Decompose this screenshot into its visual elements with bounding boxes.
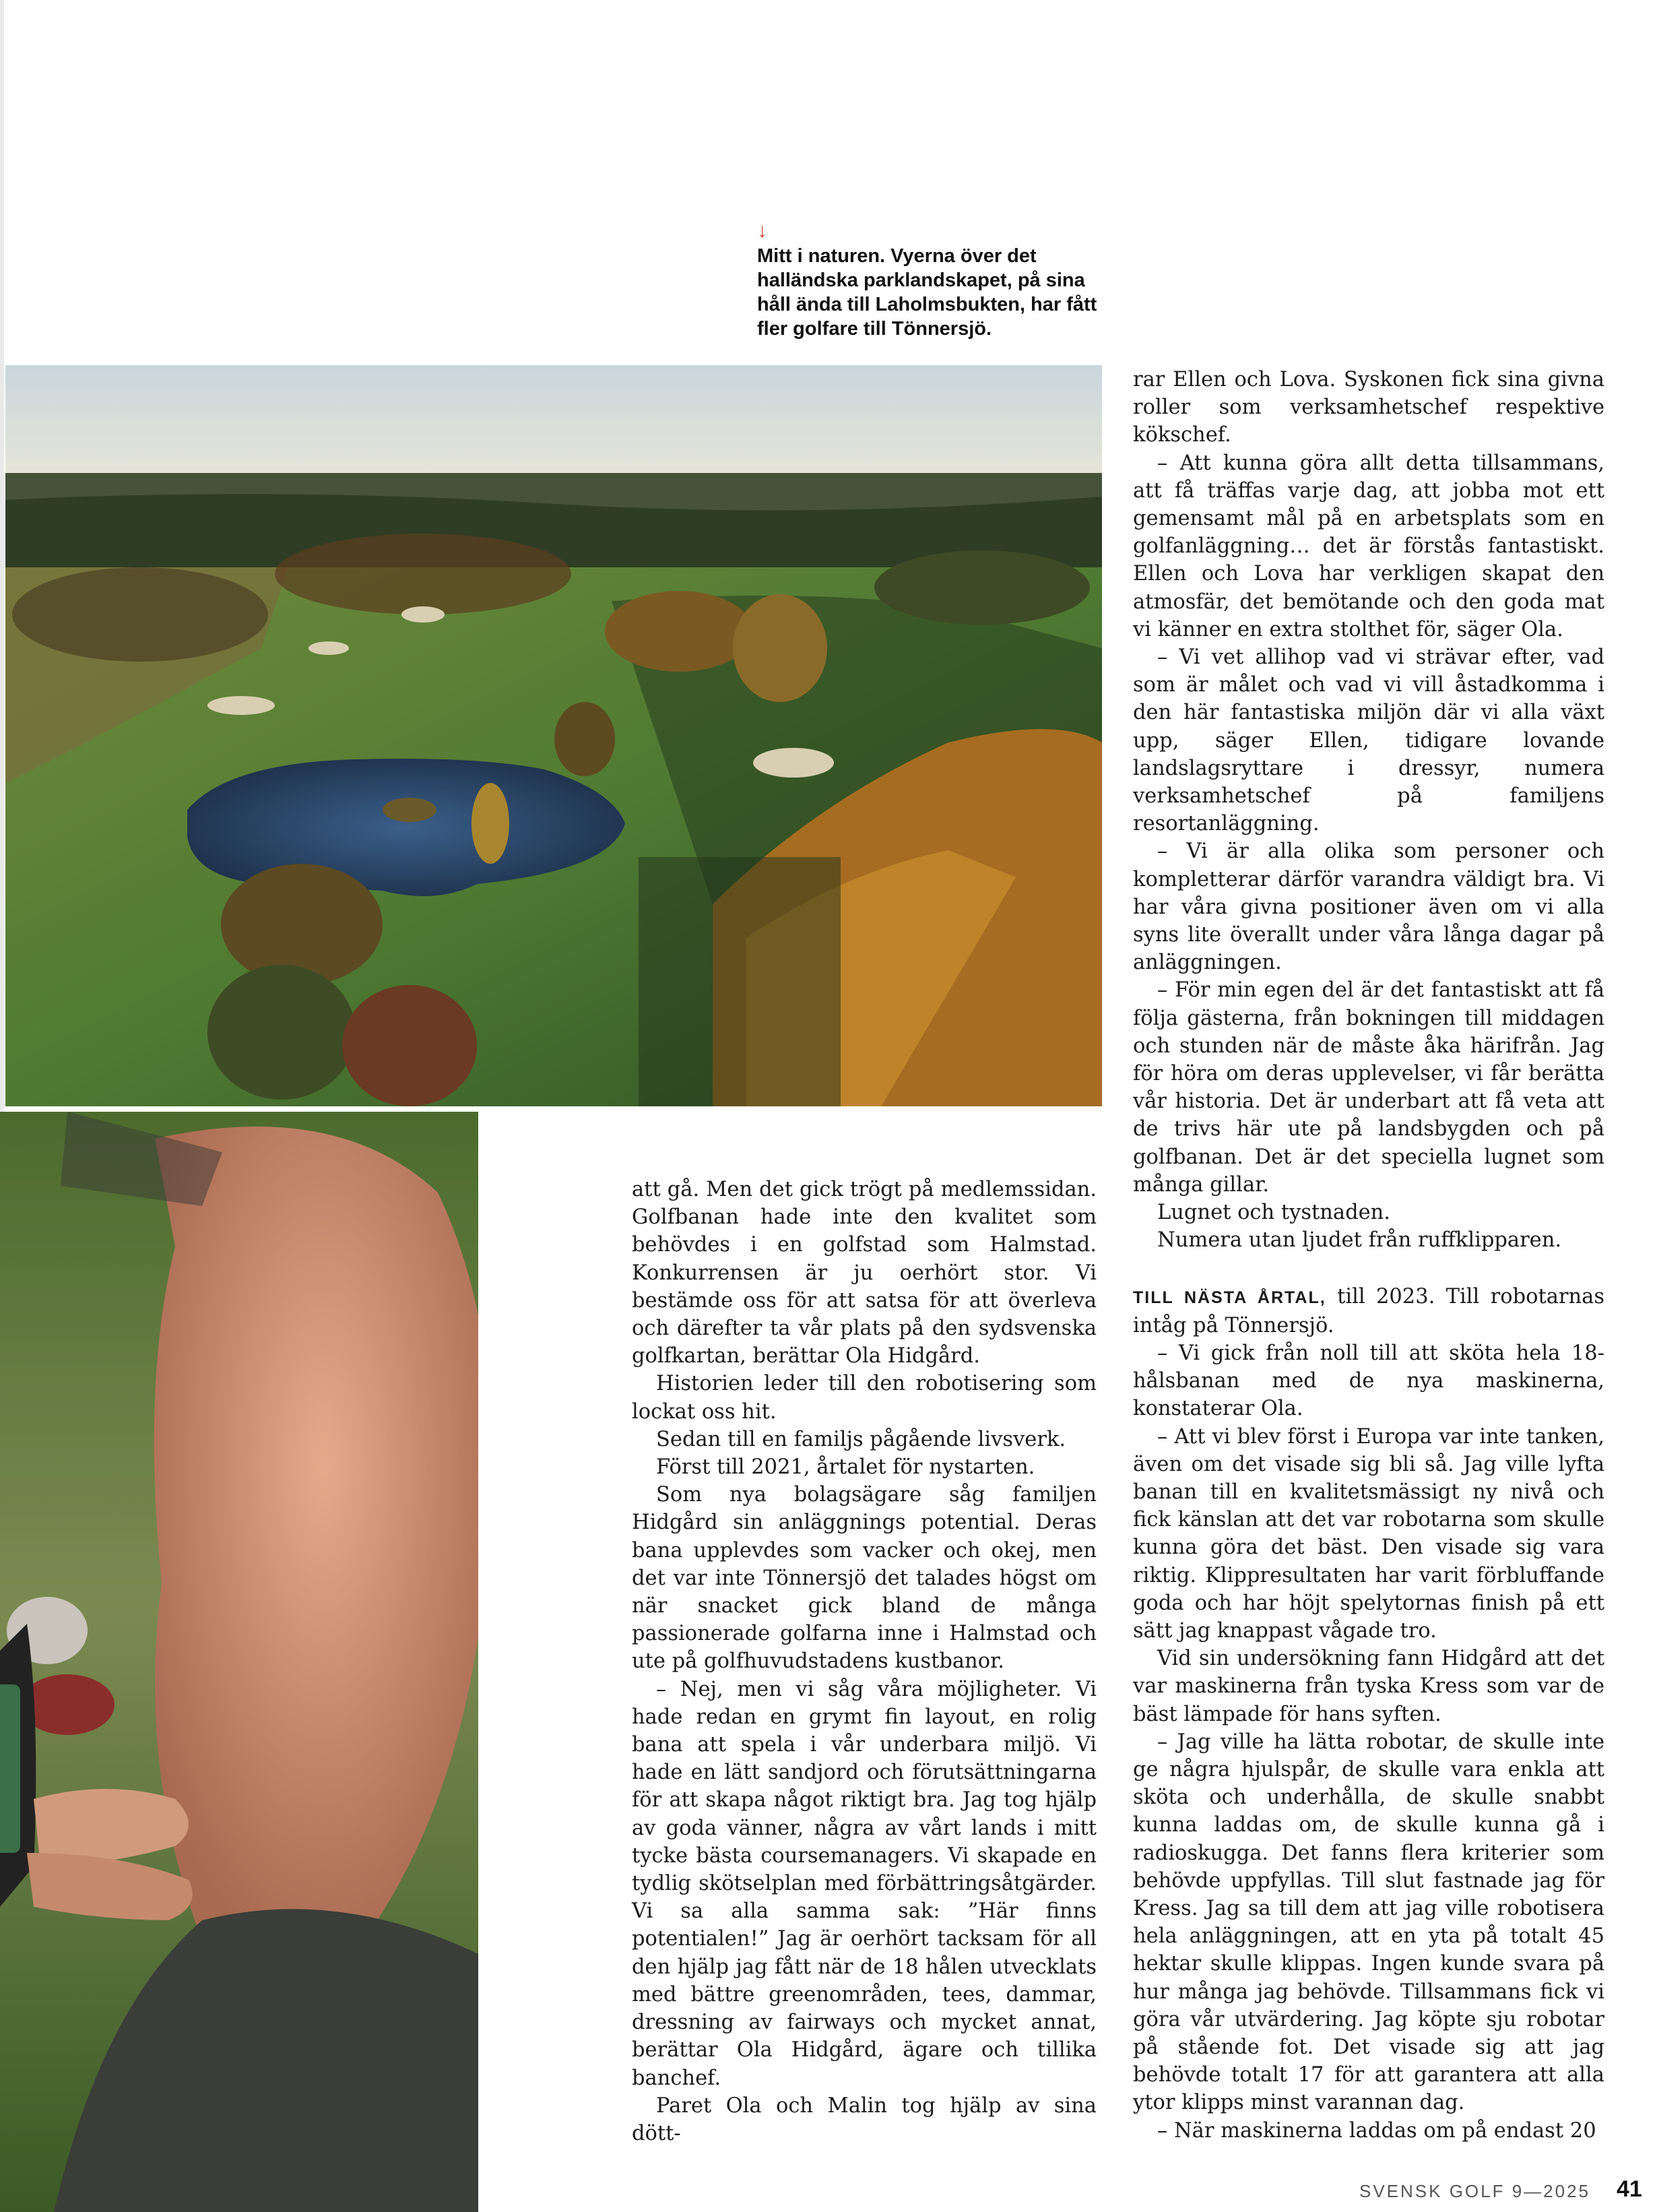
paragraph: Historien leder till den robotisering som lockat oss hit. xyxy=(632,1372,1097,1424)
paragraph: – Att kunna göra allt detta tillsammans, att få träffas varje dag, att jobba mot ett gemensamt mål på en arbetsplats som en golfanläggning… det är förstås fantastiskt. Ellen och Lova har verkligen skapat den atmosfär, det bemötande och den goda mat vi känner en extra stolthet för, säger Ola. xyxy=(1133,451,1604,641)
article-column-1 xyxy=(632,1176,1097,2147)
person-phone-photo xyxy=(0,1112,478,2212)
section-lead-paragraph xyxy=(1133,1283,1604,1339)
article-column-2 xyxy=(1133,366,1604,2145)
paragraph: att gå. Men det gick trögt på medlemssidan. Golfbanan hade inte den kvalitet som behövdes i en golfstad som Halmstad. Konkurrensen är ju oerhört stor. Vi bestämde oss för att satsa för att överleva och därefter ta vår plats på den sydsvenska golfkartan, berättar Ola Hidgård. xyxy=(632,1178,1097,1368)
arrow-down-icon: ↓ xyxy=(757,220,767,242)
paragraph: Lugnet och tystnaden. xyxy=(1157,1201,1390,1225)
paragraph: – Att vi blev först i Europa var inte tanken, även om det visade sig bli så. Jag ville lyfta banan till en kvalitetsmässigt ny nivå och fick känslan att det var robotarna som skulle kunna göra det bäst. Den visade sig vara riktig. Klippresultaten har varit förbluffande goda och har höjt spelytornas finish på ett sätt jag knappast vågade tro. xyxy=(1133,1424,1604,1643)
paragraph: rar Ellen och Lova. Syskonen fick sina givna roller som verksamhetschef respektive kökschef. xyxy=(1133,368,1604,447)
paragraph: – Jag ville ha lätta robotar, de skulle inte ge några hjulspår, de skulle vara enkla att sköta och underhålla, de skulle snabbt kunna laddas om, de skulle kunna gå i radioskugga. Det fanns flera kriterier som behövde uppfyllas. Till slut fastnade jag för Kress. Jag sa till dem att jag ville robotisera hela anläggningen, att en yta på totalt 45 hektar skulle klippas. Ingen kunde svara på hur många jag behövde. Tillsammans fick vi göra vår utvärdering. Jag köpte sju robotar på stående fot. Det visade sig att jag behövde totalt 17 för att garantera att alla ytor klipps minst varannan dag. xyxy=(1133,1730,1604,2115)
paragraph: – Vi vet allihop vad vi strävar efter, vad som är målet och vad vi vill åstadkomma i den här fantastiska miljön där vi alla växt upp, säger Ellen, tidigare lovande landslagsryttare i dressyr, numera verksamhetschef på familjens resortanläggning. xyxy=(1133,645,1604,836)
paragraph: Som nya bolagsägare såg familjen Hidgård sin anläggnings potential. Deras bana upplevdes som vacker och okej, men det var inte Tönnersjö det talades högst om när snacket gick bland de många passionerade golfarna inne i Halmstad och ute på golfhuvudstadens kustbanor. xyxy=(632,1483,1097,1674)
paragraph: Paret Ola och Malin tog hjälp av sina dött- xyxy=(632,2093,1097,2145)
photo-caption xyxy=(757,222,1107,341)
paragraph: – För min egen del är det fantastiskt att få följa gästerna, från bokningen till middagen och stunden när de måste åka härifrån. Jag för höra om deras upplevelser, vi får berätta vår historia. Det är underbart att få veta att de trivs här ute på landsbygden och på golfbanan. Det är det speciella lugnet som många gillar. xyxy=(1133,978,1604,1197)
paragraph: – Nej, men vi såg våra möjligheter. Vi hade redan en grymt fin layout, en rolig bana att spela i vår underbara miljö. Vi hade en lätt sandjord och förutsättningarna för att skapa något riktigt bra. Jag tog hjälp av goda vänner, några av vårt lands i mitt tycke bästa coursemanagers. Vi skapade en tydlig skötselplan med förbättringsåtgärder. Vi sa alla samma sak: ”Här finns potentialen!” Jag är oerhört tacksam för all den hjälp jag fått när de 18 hålen utvecklats med bättre greenområden, tees, dammar, dressning av fairways och mycket annat, berättar Ola Hidgård, ägare och tillika banchef. xyxy=(632,1677,1097,2090)
paragraph: Sedan till en familjs pågående livsverk. xyxy=(656,1427,1066,1451)
paragraph: Vid sin undersökning fann Hidgård att det var maskinerna från tyska Kress som var de bäst lämpade för hans syften. xyxy=(1133,1647,1604,1726)
magazine-footer: SVENSK GOLF 9—2025 xyxy=(1359,2181,1591,2201)
paragraph: Numera utan ljudet från ruffklipparen. xyxy=(1157,1228,1562,1253)
paragraph: – När maskinerna laddas om på endast 20 xyxy=(1157,2118,1596,2143)
paragraph: Först till 2021, årtalet för nystarten. xyxy=(656,1455,1035,1480)
paragraph: – Vi är alla olika som personer och kompletterar därför varandra väldigt bra. Vi har våra givna positioner även om vi alla syns lite överallt under våra långa dagar på anläggningen. xyxy=(1133,840,1604,975)
caption-text: Mitt i naturen. Vyerna över det halländska parklandskapet, på sina håll ända till Laholmsbukten, har fått fler golfare till Tönnersjö. xyxy=(757,245,1097,340)
section-lead-rest: till 2023. Till robotarnas intåg på Tönnersjö. xyxy=(1133,1284,1604,1337)
section-lead: TILL NÄSTA ÅRTAL, xyxy=(1133,1288,1326,1307)
page-number: 41 xyxy=(1617,2176,1642,2202)
paragraph: – Vi gick från noll till att sköta hela 18-hålsbanan med de nya maskinerna, konstaterar Ola. xyxy=(1133,1341,1604,1421)
aerial-golf-photo xyxy=(5,365,1102,1106)
